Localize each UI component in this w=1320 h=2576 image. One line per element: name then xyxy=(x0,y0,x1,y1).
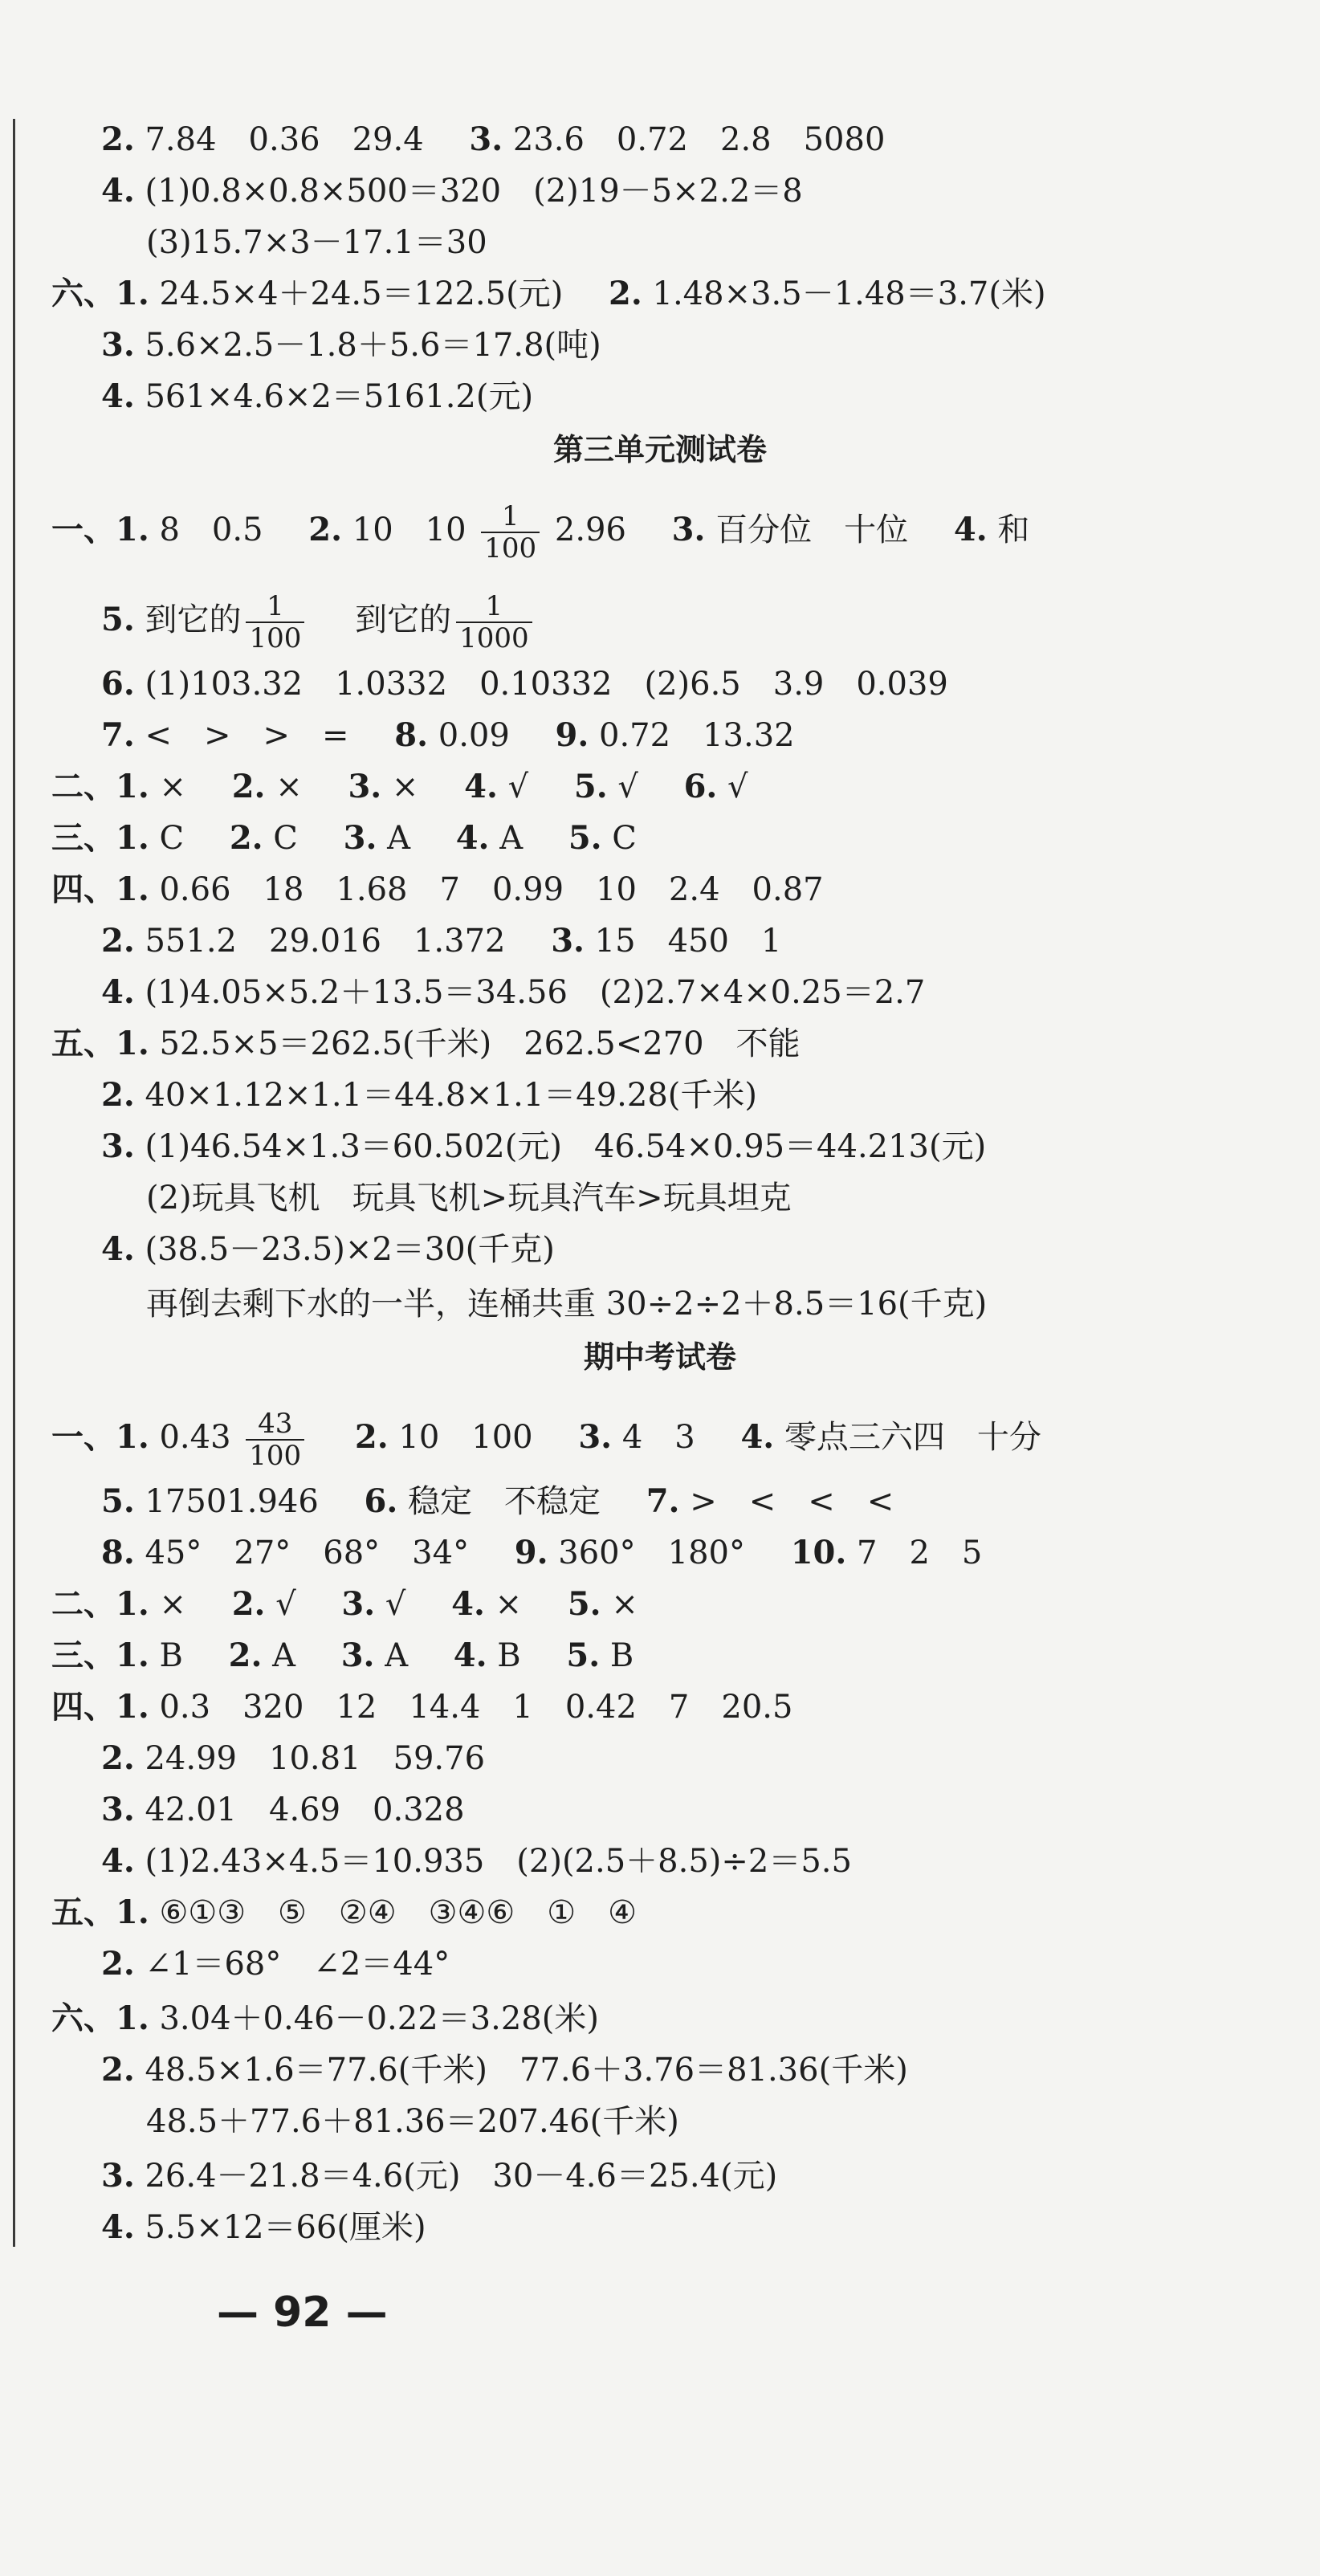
fraction-denominator: 100 xyxy=(481,532,540,564)
answer-text: (3)15.7×3－17.1＝30 xyxy=(146,224,487,261)
answer-line xyxy=(51,1585,638,1624)
answer-line xyxy=(146,2102,679,2141)
answer-text: < > > = xyxy=(145,717,349,754)
answer-mark: √ xyxy=(617,768,638,805)
answer-choice: C xyxy=(612,820,637,857)
answer-choice: A xyxy=(272,1637,295,1674)
answer-mark: × xyxy=(495,1586,523,1623)
question-number: 2. xyxy=(609,275,642,312)
answer-line xyxy=(51,275,1046,313)
answer-choice: B xyxy=(497,1637,521,1674)
answer-text: 0.72 13.32 xyxy=(599,717,795,754)
answer-text: 0.43 xyxy=(159,1419,231,1456)
question-number: 3. xyxy=(340,1636,375,1674)
section-label: 二、 xyxy=(51,1585,116,1623)
answer-text: 7 2 5 xyxy=(857,1535,983,1571)
answer-text: 15 450 1 xyxy=(594,923,782,960)
answer-line xyxy=(101,1534,982,1572)
question-number: 4. xyxy=(101,973,135,1011)
answer-text: 3.04＋0.46－0.22＝3.28(米) xyxy=(159,2000,599,2037)
answer-mark: × xyxy=(611,1586,638,1623)
fraction-numerator: 1 xyxy=(267,590,284,622)
answer-line xyxy=(101,2157,777,2195)
answer-choice: A xyxy=(385,1637,409,1674)
answer-text: 稳定 不稳定 xyxy=(408,1483,601,1520)
answer-text: 2.96 xyxy=(554,512,626,548)
answer-text: (38.5－23.5)×2＝30(千克) xyxy=(145,1231,555,1268)
answer-text: (1)2.43×4.5＝10.935 (2)(2.5＋8.5)÷2＝5.5 xyxy=(145,1843,852,1880)
answer-mark: × xyxy=(159,768,186,805)
question-number: 4. xyxy=(455,819,490,857)
question-number: 2. xyxy=(354,1418,389,1456)
answer-choice: B xyxy=(159,1637,183,1674)
question-number: 7. xyxy=(101,716,135,754)
answer-text: 5.5×12＝66(厘米) xyxy=(145,2209,426,2246)
answer-line xyxy=(101,2208,426,2247)
question-number: 5. xyxy=(101,601,135,638)
question-number: 3. xyxy=(101,2157,135,2195)
question-number: 2. xyxy=(308,511,343,548)
section-label: 一、 xyxy=(51,1418,116,1456)
question-number: 1. xyxy=(116,1636,149,1674)
section-label: 四、 xyxy=(51,870,116,908)
answer-text: 0.66 18 1.68 7 0.99 10 2.4 0.87 xyxy=(159,871,824,908)
answer-line xyxy=(51,1893,637,1932)
answer-text: 4 3 xyxy=(621,1419,695,1456)
fraction-denominator: 1000 xyxy=(456,622,532,654)
question-number: 4. xyxy=(101,377,135,415)
answer-text: 42.01 4.69 0.328 xyxy=(145,1791,465,1828)
answer-line xyxy=(101,973,925,1012)
question-number: 2. xyxy=(101,1945,135,1983)
answer-line xyxy=(101,120,885,159)
answer-line xyxy=(51,768,748,806)
answer-text: 8 0.5 xyxy=(159,512,263,548)
answer-mark: √ xyxy=(275,1586,296,1623)
question-number: 3. xyxy=(578,1418,613,1456)
answer-line xyxy=(101,1127,986,1166)
question-number: 1. xyxy=(116,768,149,805)
question-number: 2. xyxy=(228,1636,263,1674)
question-number: 3. xyxy=(101,326,135,364)
question-number: 6. xyxy=(101,665,135,703)
question-number: 1. xyxy=(116,1893,149,1931)
question-number: 1. xyxy=(116,275,149,312)
answer-line xyxy=(51,501,1029,564)
answer-text: 360° 180° xyxy=(558,1535,745,1571)
answer-text: 24.5×4＋24.5＝122.5(元) xyxy=(159,275,564,312)
answer-text: 零点三六四 十分 xyxy=(784,1419,1041,1456)
answer-text: 到它的 xyxy=(355,601,452,638)
answer-text: (1)46.54×1.3＝60.502(元) 46.54×0.95＝44.213(元) xyxy=(145,1128,987,1165)
question-number: 2. xyxy=(229,819,263,857)
answer-line xyxy=(146,1285,987,1323)
question-number: 3. xyxy=(101,1791,135,1828)
question-number: 2. xyxy=(101,1076,135,1114)
answer-line xyxy=(51,1636,634,1675)
answer-text: 再倒去剩下水的一半，连桶共重 30÷2÷2＋8.5＝16(千克) xyxy=(146,1286,988,1323)
answer-line xyxy=(101,1739,485,1778)
question-number: 4. xyxy=(953,511,988,548)
answer-line xyxy=(101,172,803,210)
answer-text: ⑥①③ ⑤ ②④ ③④⑥ ① ④ xyxy=(159,1894,637,1931)
answer-line xyxy=(51,870,824,909)
question-number: 4. xyxy=(451,1585,485,1623)
question-number: 1. xyxy=(116,1688,149,1726)
answer-mark: √ xyxy=(507,768,529,805)
question-number: 4. xyxy=(453,1636,487,1674)
answer-choice: B xyxy=(609,1637,634,1674)
question-number: 2. xyxy=(101,1739,135,1777)
answer-text: 5.6×2.5－1.8＋5.6＝17.8(吨) xyxy=(145,327,601,364)
answer-text: 40×1.12×1.1＝44.8×1.1＝49.28(千米) xyxy=(145,1077,758,1114)
section-label: 五、 xyxy=(51,1025,116,1062)
question-number: 5. xyxy=(566,1636,601,1674)
question-number: 4. xyxy=(101,172,135,210)
answer-text: 24.99 10.81 59.76 xyxy=(145,1740,486,1777)
answer-line xyxy=(51,1999,599,2038)
section-label: 四、 xyxy=(51,1688,116,1726)
question-number: 1. xyxy=(116,1999,149,2037)
question-number: 2. xyxy=(101,120,135,158)
question-number: 2. xyxy=(231,768,266,805)
answer-mark: × xyxy=(391,768,419,805)
question-number: 1. xyxy=(116,1025,149,1062)
question-number: 2. xyxy=(101,922,135,960)
answer-mark: × xyxy=(275,768,303,805)
answer-line xyxy=(101,591,537,654)
question-number: 3. xyxy=(341,1585,376,1623)
answer-line xyxy=(101,2051,908,2089)
answer-line xyxy=(101,1482,894,1521)
answer-text: 到它的 xyxy=(145,601,242,638)
question-number: 10. xyxy=(790,1534,847,1571)
answer-line xyxy=(51,819,637,858)
section-label: 六、 xyxy=(51,1999,116,2037)
answer-mark: × xyxy=(159,1586,186,1623)
question-number: 3. xyxy=(671,511,706,548)
question-number: 5. xyxy=(568,819,602,857)
question-number: 9. xyxy=(514,1534,548,1571)
answer-line xyxy=(101,665,948,703)
question-number: 6. xyxy=(683,768,718,805)
answer-text: 7.84 0.36 29.4 xyxy=(145,121,424,158)
answer-text: ∠1＝68° ∠2＝44° xyxy=(145,1946,450,1983)
answer-text: 10 100 xyxy=(398,1419,533,1456)
question-number: 3. xyxy=(469,120,503,158)
fraction xyxy=(246,591,304,654)
answer-line xyxy=(101,326,601,365)
answer-line xyxy=(101,377,533,416)
answer-line xyxy=(51,1025,801,1063)
answer-text: 17501.946 xyxy=(145,1483,319,1520)
answer-choice: C xyxy=(159,820,185,857)
fraction-denominator: 100 xyxy=(246,1439,304,1471)
question-number: 3. xyxy=(343,819,377,857)
answer-line xyxy=(51,1408,1041,1471)
answer-text: 1.48×3.5－1.48＝3.7(米) xyxy=(652,275,1046,312)
answer-text: 48.5＋77.6＋81.36＝207.46(千米) xyxy=(146,2103,679,2140)
question-number: 4. xyxy=(101,1230,135,1268)
question-number: 5. xyxy=(567,1585,601,1623)
answer-text: > < < < xyxy=(690,1483,894,1520)
question-number: 4. xyxy=(464,768,498,805)
answer-line xyxy=(146,223,487,262)
answer-text: 23.6 0.72 2.8 5080 xyxy=(512,121,886,158)
answer-line xyxy=(101,922,781,960)
answer-text: 48.5×1.6＝77.6(千米) 77.6＋3.76＝81.36(千米) xyxy=(145,2052,908,2089)
question-number: 8. xyxy=(394,716,429,754)
question-number: 4. xyxy=(740,1418,775,1456)
question-number: 3. xyxy=(551,922,585,960)
answer-text: 45° 27° 68° 34° xyxy=(145,1535,470,1571)
answer-text: 10 10 xyxy=(352,512,466,548)
answer-text: 52.5×5＝262.5(千米) 262.5<270 不能 xyxy=(159,1025,801,1062)
answer-text: 和 xyxy=(997,512,1030,548)
question-number: 4. xyxy=(101,2208,135,2246)
section-title-unit3: 第三单元测试卷 xyxy=(552,432,767,467)
question-number: 2. xyxy=(231,1585,266,1623)
question-number: 5. xyxy=(573,768,608,805)
section-title-midterm: 期中考试卷 xyxy=(583,1339,736,1375)
question-number: 1. xyxy=(116,1418,149,1456)
answer-line xyxy=(101,716,795,755)
answer-text: (2)玩具飞机 玩具飞机>玩具汽车>玩具坦克 xyxy=(146,1180,792,1217)
section-label: 三、 xyxy=(51,819,116,857)
fraction-numerator: 43 xyxy=(258,1408,293,1440)
question-number: 3. xyxy=(348,768,382,805)
question-number: 1. xyxy=(116,870,149,908)
answer-text: 26.4－21.8＝4.6(元) 30－4.6＝25.4(元) xyxy=(145,2158,778,2195)
question-number: 5. xyxy=(101,1482,135,1520)
answer-line xyxy=(101,1230,555,1269)
answer-text: 0.3 320 12 14.4 1 0.42 7 20.5 xyxy=(159,1689,793,1726)
answer-text: 百分位 十位 xyxy=(715,512,909,548)
section-label: 一、 xyxy=(51,511,116,548)
fraction-denominator: 100 xyxy=(246,622,304,654)
answer-line xyxy=(101,1842,852,1881)
answer-line xyxy=(101,1076,757,1115)
page-number: — 92 — xyxy=(217,2289,388,2337)
question-number: 3. xyxy=(101,1127,135,1165)
answer-line xyxy=(101,1945,450,1983)
answer-text: 561×4.6×2＝5161.2(元) xyxy=(145,378,534,415)
fraction-numerator: 1 xyxy=(501,500,519,532)
section-label: 五、 xyxy=(51,1893,116,1931)
answer-mark: √ xyxy=(727,768,748,805)
answer-text: (1)0.8×0.8×500＝320 (2)19－5×2.2＝8 xyxy=(145,173,803,210)
question-number: 1. xyxy=(116,511,149,548)
answer-line xyxy=(101,1791,465,1829)
section-label: 六、 xyxy=(51,275,116,312)
answer-mark: √ xyxy=(385,1586,406,1623)
question-number: 7. xyxy=(646,1482,680,1520)
question-number: 8. xyxy=(101,1534,135,1571)
answer-text: (1)103.32 1.0332 0.10332 (2)6.5 3.9 0.039 xyxy=(145,666,948,703)
answer-choice: A xyxy=(387,820,410,857)
section-label: 三、 xyxy=(51,1636,116,1674)
question-number: 2. xyxy=(101,2051,135,2089)
answer-text: 551.2 29.016 1.372 xyxy=(145,923,506,960)
answer-line xyxy=(146,1179,792,1217)
fraction xyxy=(456,591,532,654)
section-label: 二、 xyxy=(51,768,116,805)
question-number: 1. xyxy=(116,1585,149,1623)
question-number: 4. xyxy=(101,1842,135,1880)
question-number: 6. xyxy=(364,1482,398,1520)
fraction-numerator: 1 xyxy=(485,590,503,622)
fraction xyxy=(246,1408,304,1471)
answer-choice: A xyxy=(499,820,524,857)
question-number: 9. xyxy=(555,716,589,754)
fraction xyxy=(481,501,540,564)
question-number: 1. xyxy=(116,819,149,857)
answer-text: 0.09 xyxy=(438,717,510,754)
answer-line xyxy=(51,1688,792,1726)
answer-choice: C xyxy=(273,820,298,857)
answer-text: (1)4.05×5.2＋13.5＝34.56 (2)2.7×4×0.25＝2.7 xyxy=(145,974,926,1011)
